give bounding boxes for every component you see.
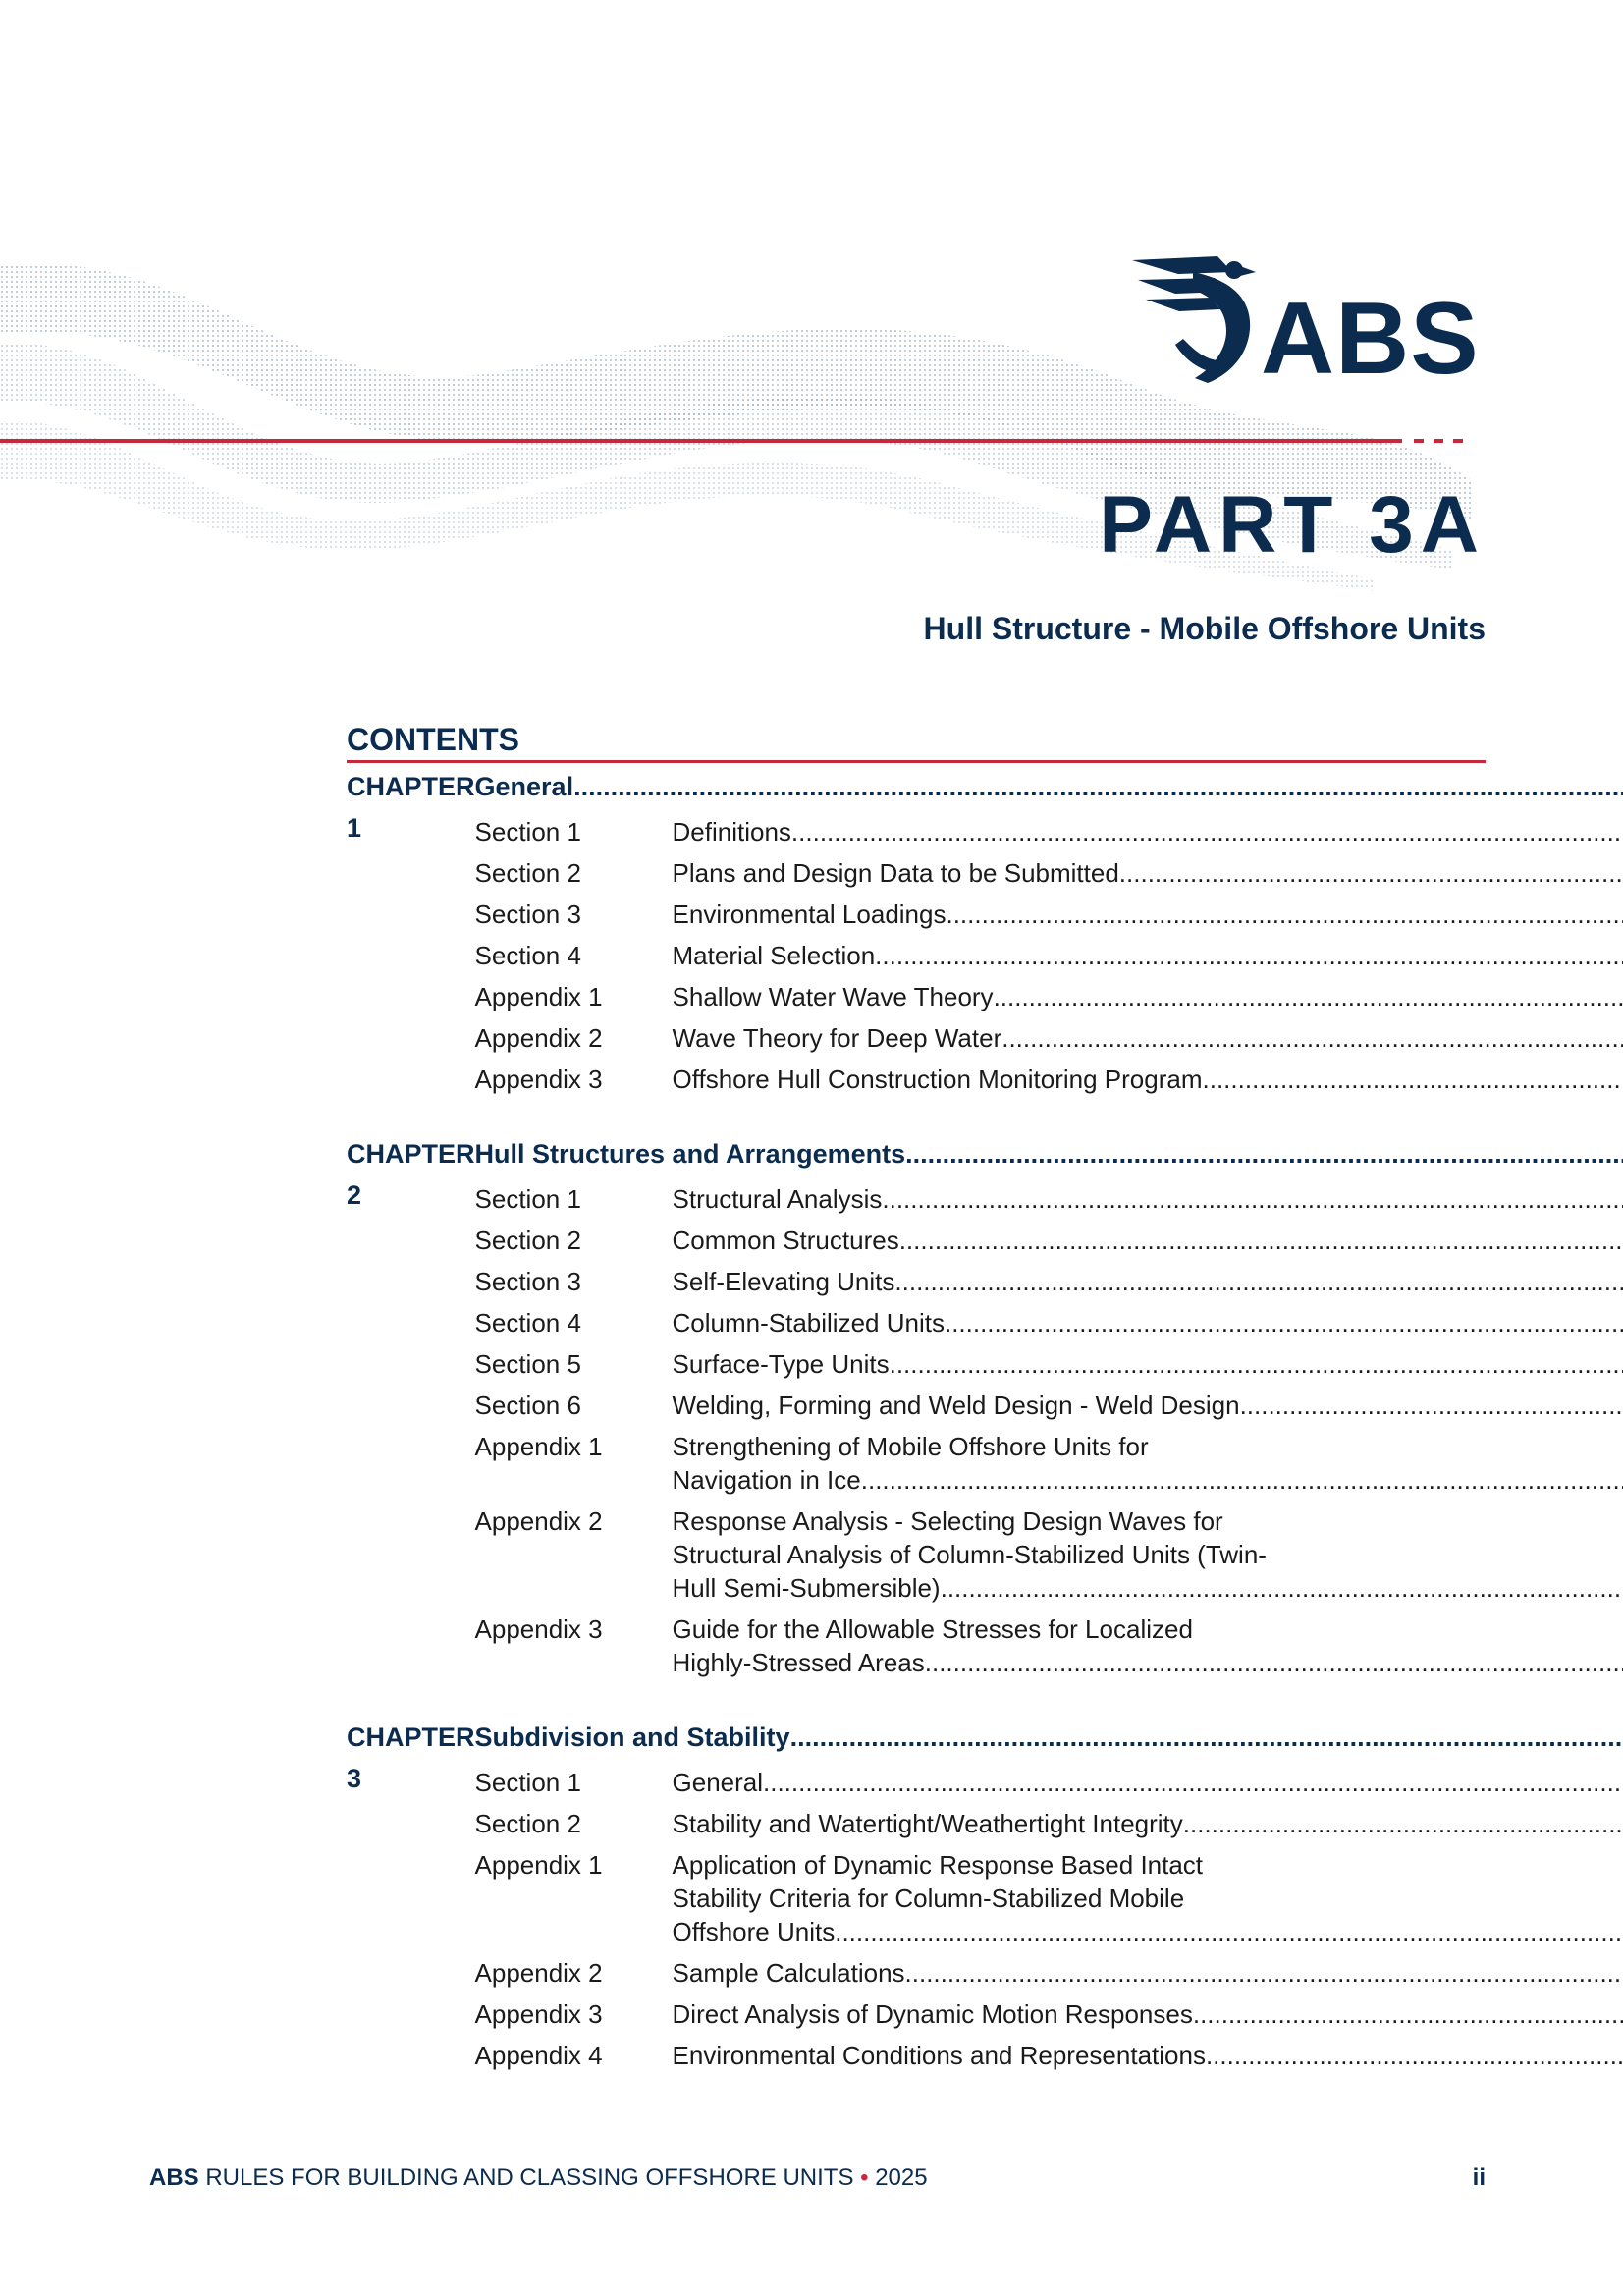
entry-title-line: Response Analysis - Selecting Design Waves for <box>672 1506 1223 1536</box>
entry-title: Surface-Type Units <box>672 1349 890 1379</box>
entry-label: Section 5 <box>474 1349 581 1379</box>
dot-leader <box>861 1463 1623 1497</box>
entry-title: Column-Stabilized Units <box>672 1308 945 1338</box>
chapter-label: CHAPTER 1 <box>347 772 475 843</box>
chapter-label: CHAPTER 3 <box>347 1722 475 1793</box>
dot-leader <box>890 1347 1623 1381</box>
toc-entry[interactable] <box>475 1997 1623 2031</box>
dot-leader <box>945 1306 1623 1339</box>
footer-separator: • <box>860 2164 869 2191</box>
entry-title: Wave Theory for Deep Water <box>672 1023 1002 1053</box>
entry-label: Section 2 <box>474 858 581 888</box>
toc-entry[interactable] <box>475 1021 1623 1055</box>
toc-entry[interactable] <box>475 1306 1623 1339</box>
entry-label: Section 4 <box>474 941 581 970</box>
entry-label: Section 3 <box>474 1267 581 1296</box>
entry-title: Environmental Conditions and Representations <box>672 2041 1206 2070</box>
footer-year: 2025 <box>875 2164 928 2191</box>
dot-leader <box>1240 1389 1623 1422</box>
toc-entry[interactable] <box>475 939 1623 972</box>
entry-label: Section 2 <box>474 1809 581 1838</box>
contents-rule <box>347 760 1486 763</box>
footer-title: RULES FOR BUILDING AND CLASSING OFFSHORE UNITS <box>205 2164 854 2191</box>
dot-leader <box>1203 1063 1623 1096</box>
chapter-title-link[interactable] <box>475 1133 1623 1175</box>
chapter-title-link[interactable] <box>475 1717 1623 1758</box>
entry-label: Appendix 1 <box>474 1850 603 1880</box>
footer-brand: ABS <box>149 2164 199 2191</box>
entry-title: Stability and Watertight/Weathertight Integrity <box>672 1809 1183 1838</box>
dot-leader <box>882 1182 1623 1216</box>
toc-entry[interactable] <box>475 1848 1623 1948</box>
entry-label: Appendix 2 <box>474 1506 603 1536</box>
dot-leader <box>1001 1021 1623 1055</box>
entry-title: Structural Analysis <box>672 1184 883 1214</box>
entry-label: Appendix 2 <box>474 1958 603 1988</box>
dot-leader <box>1183 1807 1623 1840</box>
entry-title-line: Structural Analysis of Column-Stabilized Units (Twin- <box>672 1540 1267 1569</box>
chapter-block <box>347 1717 1486 2072</box>
dot-leader <box>925 1646 1623 1679</box>
toc-entry[interactable] <box>475 1613 1623 1679</box>
entry-title: Highly-Stressed Areas <box>672 1648 925 1677</box>
page-number: ii <box>1472 2164 1486 2191</box>
chapter-title: Hull Structures and Arrangements <box>474 1139 906 1169</box>
dot-leader <box>835 1915 1623 1948</box>
chapter-block <box>347 1133 1486 1679</box>
entry-title: Plans and Design Data to be Submitted <box>672 858 1119 888</box>
entry-label: Section 6 <box>474 1391 581 1420</box>
dot-leader <box>905 1956 1623 1990</box>
toc-entry[interactable] <box>475 1347 1623 1381</box>
entry-title: Welding, Forming and Weld Design - Weld Design <box>672 1391 1240 1420</box>
entry-title: Material Selection <box>672 941 876 970</box>
part-subtitle: Hull Structure - Mobile Offshore Units <box>923 611 1486 646</box>
toc-entry[interactable] <box>475 1063 1623 1096</box>
entry-title: Offshore Hull Construction Monitoring Program <box>672 1065 1203 1094</box>
toc-entry[interactable] <box>475 815 1623 848</box>
chapter-label: CHAPTER 2 <box>347 1139 475 1210</box>
abs-wordmark: ABS <box>1261 282 1480 396</box>
dot-leader <box>573 766 1623 807</box>
dot-leader <box>1119 856 1623 890</box>
toc-entry[interactable] <box>475 1807 1623 1840</box>
dot-leader <box>791 815 1623 848</box>
toc-entry[interactable] <box>475 1766 1623 1799</box>
toc-entry[interactable] <box>475 1504 1623 1605</box>
header-rule-dash <box>1434 439 1443 443</box>
table-of-contents <box>347 766 1486 2072</box>
entry-label: Section 2 <box>474 1226 581 1255</box>
dot-leader <box>905 1133 1623 1175</box>
chapter-title: General <box>474 772 574 801</box>
chapter-title: Subdivision and Stability <box>474 1722 790 1752</box>
toc-entry[interactable] <box>475 980 1623 1013</box>
part-title: PART 3A <box>1099 480 1486 570</box>
entry-title: Direct Analysis of Dynamic Motion Responses <box>672 1999 1193 2029</box>
dot-leader <box>899 1224 1623 1257</box>
toc-entry[interactable] <box>475 1224 1623 1257</box>
entry-title: General <box>672 1768 764 1797</box>
toc-entry[interactable] <box>475 856 1623 890</box>
toc-entry[interactable] <box>475 1389 1623 1422</box>
dot-leader <box>875 939 1623 972</box>
entry-label: Section 1 <box>474 1184 581 1214</box>
entry-label: Section 4 <box>474 1308 581 1338</box>
header-rule-dash <box>1453 439 1463 443</box>
toc-entry[interactable] <box>475 1182 1623 1216</box>
entry-label: Appendix 3 <box>474 1614 603 1644</box>
entry-title-line: Stability Criteria for Column-Stabilized Mobile <box>672 1884 1185 1913</box>
entry-title: Sample Calculations <box>672 1958 905 1988</box>
entry-title: Definitions <box>672 817 791 847</box>
chapter-title-link[interactable] <box>475 766 1623 807</box>
dot-leader <box>894 1265 1623 1298</box>
entry-title: Self-Elevating Units <box>672 1267 895 1296</box>
dot-leader <box>1193 1997 1623 2031</box>
entry-label: Appendix 3 <box>474 1065 603 1094</box>
header-rule-dash <box>1414 439 1424 443</box>
entry-label: Section 1 <box>474 1768 581 1797</box>
entry-title-line: Guide for the Allowable Stresses for Localized <box>672 1614 1193 1644</box>
dot-leader <box>763 1766 1623 1799</box>
dot-leader <box>946 898 1623 931</box>
entry-label: Appendix 4 <box>474 2041 603 2070</box>
entry-title: Environmental Loadings <box>672 900 947 929</box>
entry-label: Section 1 <box>474 817 581 847</box>
header-rule <box>0 439 1402 443</box>
entry-label: Appendix 1 <box>474 982 603 1011</box>
dot-leader <box>1206 2039 1623 2072</box>
entry-label: Appendix 1 <box>474 1432 603 1461</box>
toc-entry[interactable] <box>475 1265 1623 1298</box>
dot-leader <box>941 1571 1623 1605</box>
entry-title-line: Application of Dynamic Response Based Intact <box>672 1850 1204 1880</box>
dot-leader <box>994 980 1623 1013</box>
entry-title: Navigation in Ice <box>672 1465 861 1495</box>
entry-title: Offshore Units <box>672 1917 836 1946</box>
entry-title: Hull Semi-Submersible) <box>672 1573 941 1603</box>
entry-label: Appendix 2 <box>474 1023 603 1053</box>
toc-entry[interactable] <box>475 1430 1623 1497</box>
toc-entry[interactable] <box>475 898 1623 931</box>
toc-entry[interactable] <box>475 2039 1623 2072</box>
chapter-block <box>347 766 1486 1096</box>
contents-heading: CONTENTS <box>347 722 519 757</box>
entry-title-line: Strengthening of Mobile Offshore Units for <box>672 1432 1149 1461</box>
entry-title: Common Structures <box>672 1226 899 1255</box>
entry-label: Appendix 3 <box>474 1999 603 2029</box>
entry-title: Shallow Water Wave Theory <box>672 982 994 1011</box>
toc-entry[interactable] <box>475 1956 1623 1990</box>
running-footer <box>149 2163 928 2193</box>
entry-label: Section 3 <box>474 900 581 929</box>
dot-leader <box>790 1717 1623 1758</box>
